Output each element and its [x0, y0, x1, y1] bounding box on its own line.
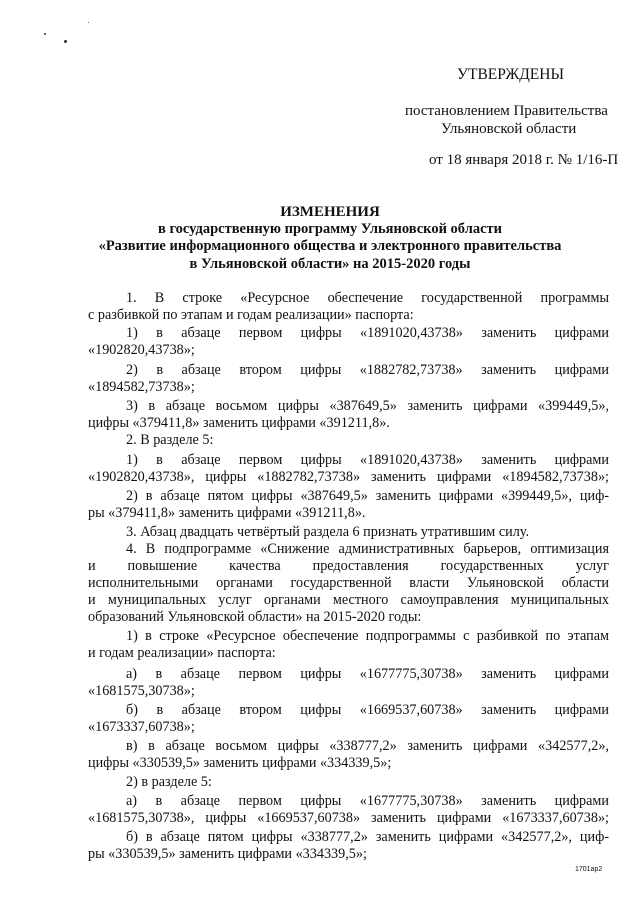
- body-line: образований Ульяновской области» на 2015-2020 годы:: [88, 609, 422, 625]
- body-line: б) в абзаце пятом цифры «338777,2» заменить цифрами «342577,2», циф-: [126, 829, 609, 845]
- approval-date: от 18 января 2018 г. № 1/16-П: [429, 152, 619, 168]
- body-line: а) в абзаце первом цифры «1677775,30738» заменить цифрами: [126, 666, 609, 682]
- approval-line-1: постановлением Правительства: [405, 103, 608, 119]
- body-line: «1902820,43738»;: [88, 342, 195, 358]
- body-line: ры «330539,5» заменить цифрами «334339,5»;: [88, 846, 367, 862]
- body-line: 1. В строке «Ресурсное обеспечение государственной программы: [126, 290, 609, 306]
- body-line: 2. В разделе 5:: [126, 432, 214, 448]
- body-line: цифры «330539,5» заменить цифрами «334339,5»;: [88, 755, 392, 771]
- body-line: «1681575,30738», цифры «1669537,60738» заменить цифрами «1673337,60738»;: [88, 810, 609, 826]
- body-line: цифры «379411,8» заменить цифрами «391211,8».: [88, 415, 390, 431]
- body-line: 1) в абзаце первом цифры «1891020,43738» заменить цифрами: [126, 325, 609, 341]
- approval-line-2: Ульяновской области: [441, 121, 577, 137]
- body-line: 2) в абзаце втором цифры «1882782,73738» заменить цифрами: [126, 362, 609, 378]
- body-line: «1681575,30738»;: [88, 683, 195, 699]
- body-line: и повышение качества предоставления государственных услуг: [88, 558, 609, 574]
- body-line: и муниципальных услуг органами местного самоуправления муниципальных: [88, 592, 609, 608]
- scan-speck: [88, 22, 89, 23]
- approved-heading: УТВЕРЖДЕНЫ: [457, 66, 564, 83]
- body-line: б) в абзаце втором цифры «1669537,60738» заменить цифрами: [126, 702, 609, 718]
- body-line: а) в абзаце первом цифры «1677775,30738» заменить цифрами: [126, 793, 609, 809]
- scan-speck: [44, 33, 46, 35]
- title-line-3: в Ульяновской области» на 2015-2020 годы: [189, 256, 471, 272]
- body-line: «1673337,60738»;: [88, 719, 195, 735]
- body-line: ры «379411,8» заменить цифрами «391211,8».: [88, 505, 366, 521]
- title-line-1: в государственную программу Ульяновской области: [157, 221, 502, 237]
- body-line: исполнительными органами государственной власти Ульяновской области: [88, 575, 609, 591]
- body-line: 3) в абзаце восьмом цифры «387649,5» заменить цифрами «399449,5»,: [126, 398, 609, 414]
- body-line: «1902820,43738», цифры «1882782,73738» заменить цифрами «1894582,73738»;: [88, 469, 609, 485]
- body-line: с разбивкой по этапам и годам реализации» паспорта:: [88, 307, 414, 323]
- document-title: ИЗМЕНЕНИЯ: [280, 204, 380, 220]
- body-line: 3. Абзац двадцать четвёртый раздела 6 признать утратившим силу.: [126, 524, 530, 540]
- body-line: 1) в строке «Ресурсное обеспечение подпрограммы с разбивкой по этапам: [126, 628, 609, 644]
- body-line: в) в абзаце восьмом цифры «338777,2» заменить цифрами «342577,2»,: [126, 738, 609, 754]
- body-line: 2) в разделе 5:: [126, 774, 212, 790]
- body-line: «1894582,73738»;: [88, 379, 195, 395]
- body-line: 2) в абзаце пятом цифры «387649,5» заменить цифрами «399449,5», циф-: [126, 488, 609, 504]
- body-line: и годам реализации» паспорта:: [88, 645, 276, 661]
- title-line-2: «Развитие информационного общества и электронного правительства: [98, 238, 562, 254]
- document-code: 1701ар2: [575, 866, 603, 873]
- scan-speck: [64, 40, 67, 43]
- body-line: 1) в абзаце первом цифры «1891020,43738» заменить цифрами: [126, 452, 609, 468]
- body-line: 4. В подпрограмме «Снижение административных барьеров, оптимизация: [126, 541, 609, 557]
